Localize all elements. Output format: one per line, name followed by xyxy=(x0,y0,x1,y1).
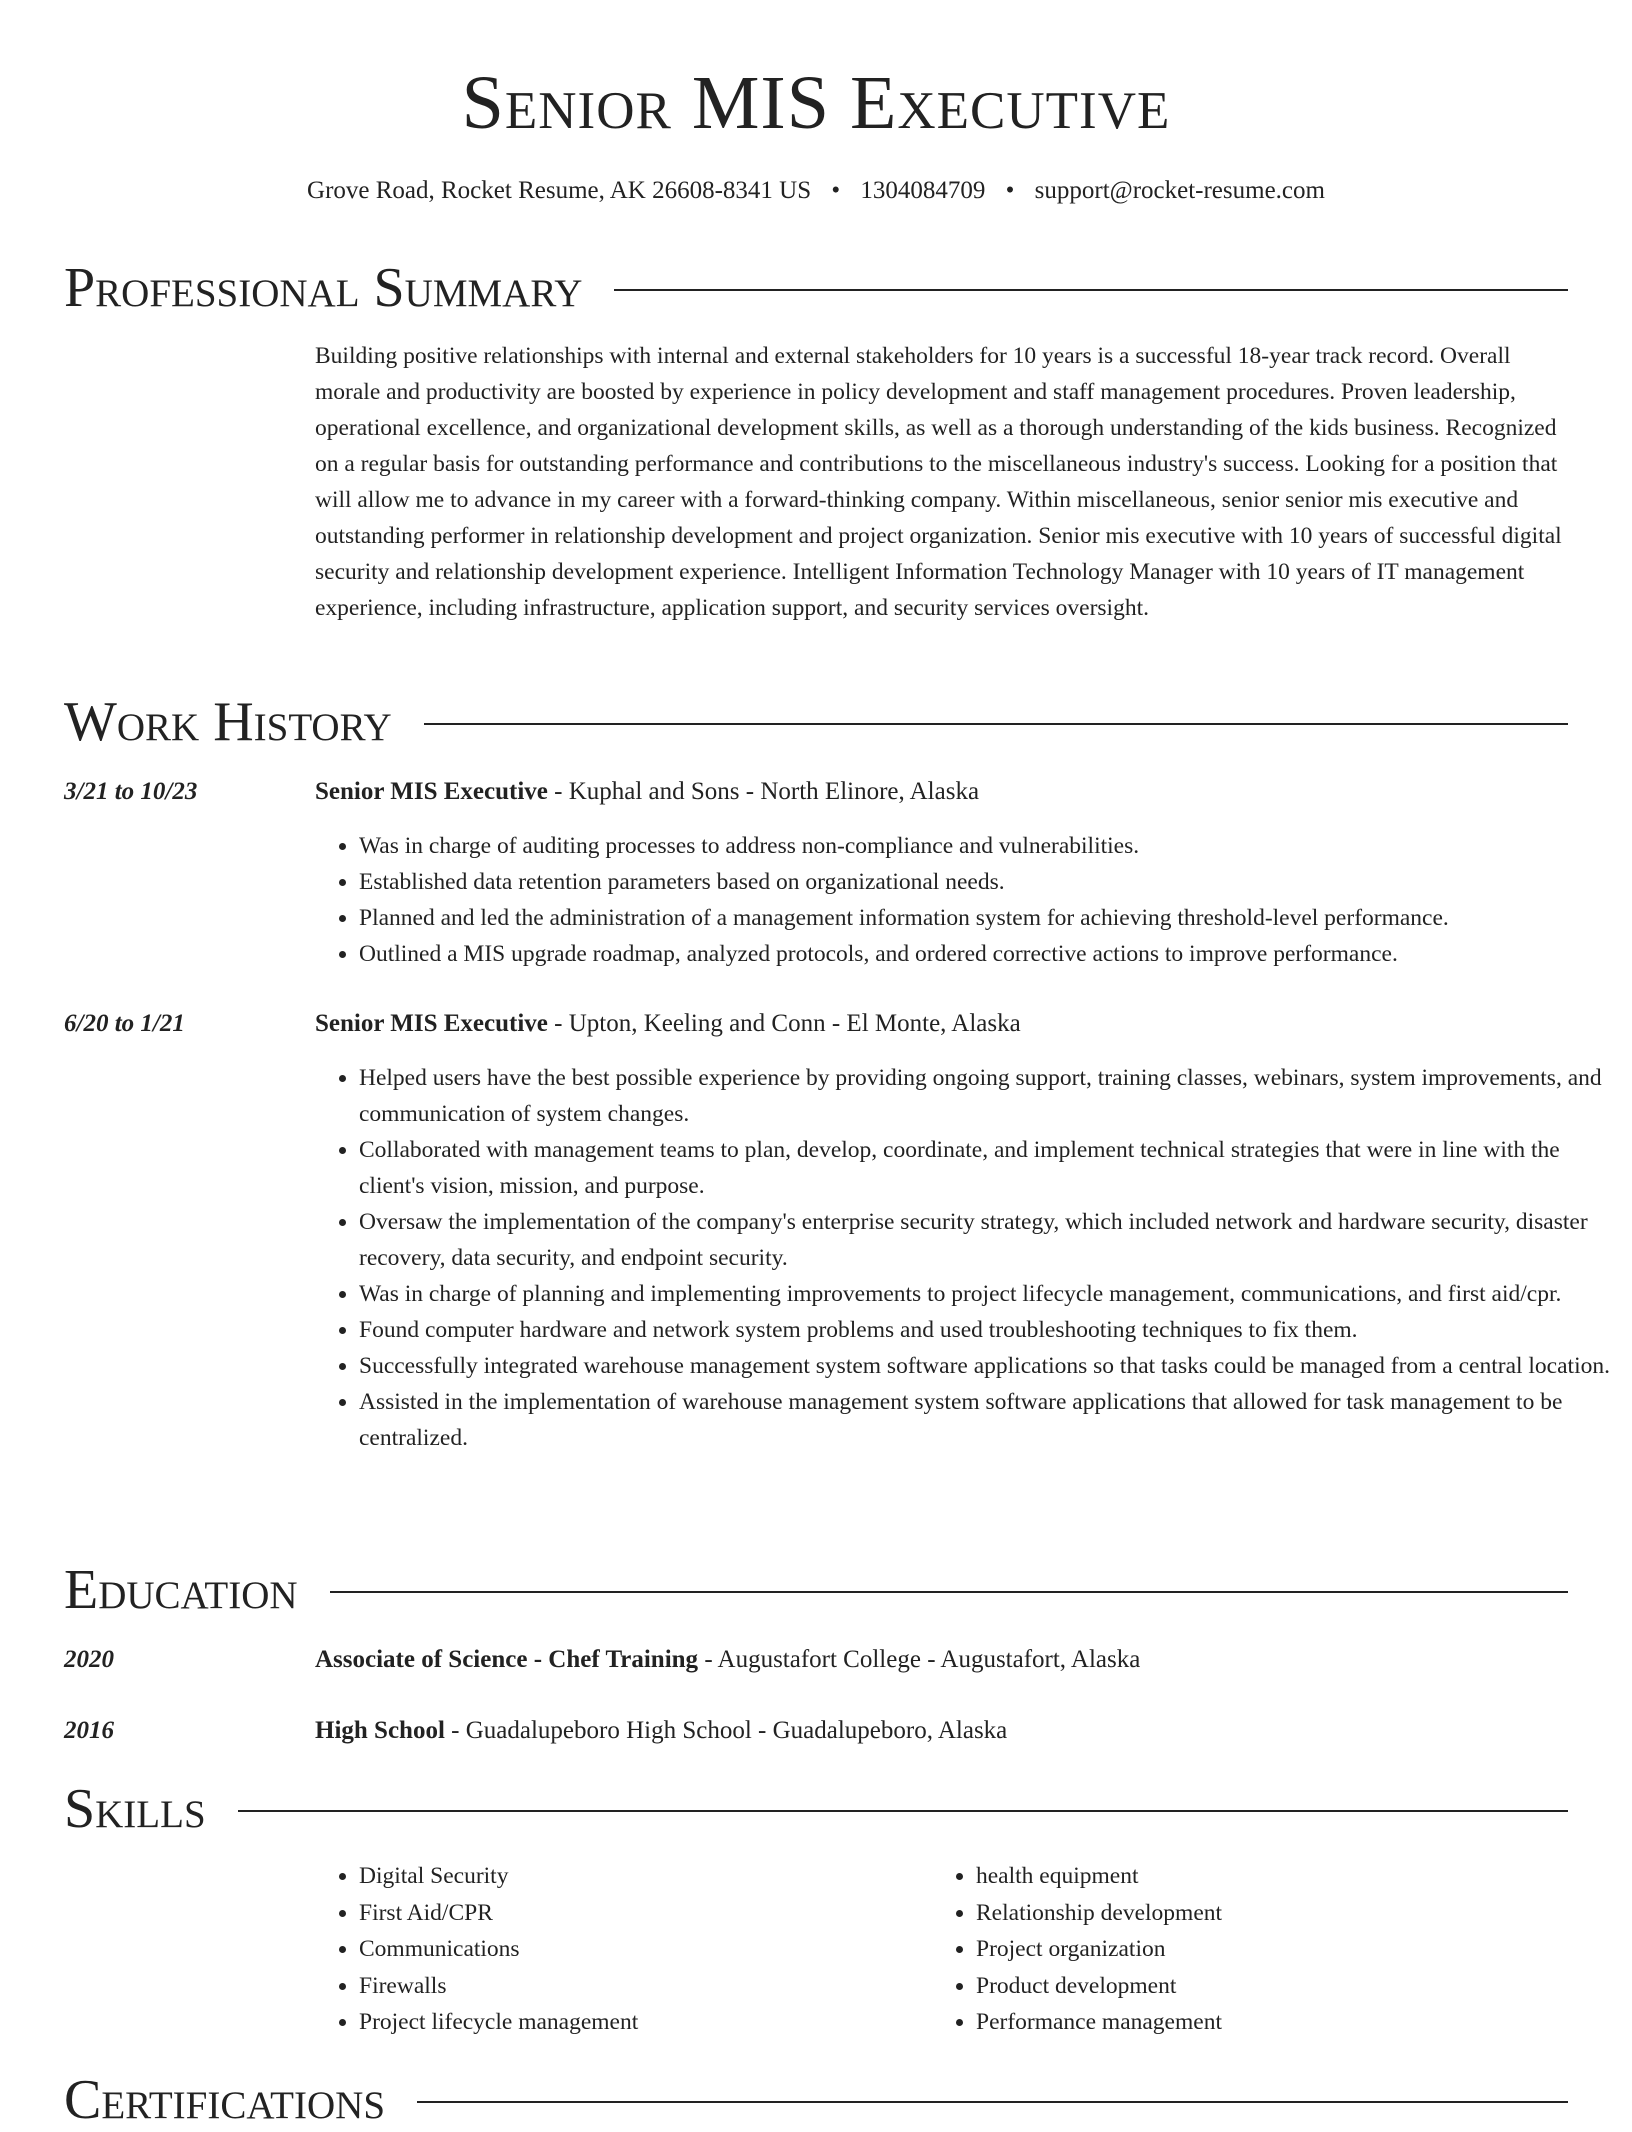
list-item: • Relationship development xyxy=(976,1895,1536,1932)
contact-email: support@rocket-resume.com xyxy=(1034,177,1325,204)
list-item: • Firewalls xyxy=(359,1968,919,2005)
skills-list-right xyxy=(932,1858,1536,2041)
separator-dot: • xyxy=(1005,177,1015,204)
section-title: Skills xyxy=(64,1778,206,1840)
education-degree: Associate of Science - Chef Training xyxy=(315,1646,699,1673)
education-entry xyxy=(315,1643,1567,1677)
summary-section-header xyxy=(64,256,1568,320)
education-year: 2016 xyxy=(64,1717,114,1744)
section-title: Certifications xyxy=(64,2069,386,2131)
section-title: Work History xyxy=(64,691,392,753)
separator-dot: • xyxy=(831,177,841,204)
section-divider xyxy=(330,1591,1568,1593)
education-degree: High School xyxy=(315,1717,445,1744)
section-divider xyxy=(417,2101,1568,2103)
education-section-header xyxy=(64,1558,1568,1622)
list-item: • Project lifecycle management xyxy=(359,2004,919,2041)
list-item: • Found computer hardware and network system problems and used troubleshooting techniques to fix them. xyxy=(359,1312,1611,1348)
work-section-header xyxy=(64,690,1568,754)
job-bullets xyxy=(315,1060,1611,1456)
list-item: • Planned and led the administration of a management information system for achieving threshold-level performance. xyxy=(359,900,1611,936)
education-school: - Augustafort College - Augustafort, Alaska xyxy=(698,1646,1141,1673)
list-item: • Successfully integrated warehouse management system software applications so that tasks could be managed from a central location. xyxy=(359,1348,1611,1384)
section-divider xyxy=(614,289,1568,291)
job-bullets xyxy=(315,828,1611,972)
list-item: • Oversaw the implementation of the company's enterprise security strategy, which included network and hardware security, disaster recovery, data security, and endpoint security. xyxy=(359,1204,1611,1276)
list-item: • Was in charge of planning and implementing improvements to project lifecycle management, communications, and first aid/cpr. xyxy=(359,1276,1611,1312)
section-divider xyxy=(424,723,1568,725)
job-dates: 6/20 to 1/21 xyxy=(64,1010,185,1037)
list-item: • Product development xyxy=(976,1968,1536,2005)
job-title xyxy=(315,1007,1567,1041)
list-item: • Helped users have the best possible experience by providing ongoing support, training classes, webinars, system improvements, and communication of system changes. xyxy=(359,1060,1611,1132)
list-item: • Collaborated with management teams to plan, develop, coordinate, and implement technical strategies that were in line with the client's vision, mission, and purpose. xyxy=(359,1132,1611,1204)
list-item: • Assisted in the implementation of warehouse management system software applications that allowed for task management to be centralized. xyxy=(359,1384,1611,1456)
summary-text: Building positive relationships with internal and external stakeholders for 10 years is a successful 18-year track record. Overall morale and productivity are boosted by experience in policy development and staff management procedures. Proven leadership, operational excellence, and organizational development skills, as well as a thorough understanding of the kids business. Recognized on a regular basis for outstanding performance and contributions to the miscellaneous industry's success. Looking for a position that will allow me to advance in my career with a forward-thinking company. Within miscellaneous, senior senior mis executive and outstanding performer in relationship development and project organization. Senior mis executive with 10 years of successful digital security and relationship development experience. Intelligent Information Technology Manager with 10 years of IT management experience, including infrastructure, application support, and security services oversight. xyxy=(315,343,1562,621)
education-year: 2020 xyxy=(64,1646,114,1673)
job-employer: - Kuphal and Sons - North Elinore, Alaska xyxy=(547,778,980,805)
list-item: • Communications xyxy=(359,1931,919,1968)
contact-phone: 1304084709 xyxy=(860,177,986,204)
contact-line xyxy=(0,174,1632,208)
job-employer: - Upton, Keeling and Conn - El Monte, Alaska xyxy=(547,1010,1021,1037)
list-item: • Outlined a MIS upgrade roadmap, analyzed protocols, and ordered corrective actions to improve performance. xyxy=(359,936,1611,972)
education-school: - Guadalupeboro High School - Guadalupeboro, Alaska xyxy=(444,1717,1008,1744)
job-title xyxy=(315,775,1567,809)
list-item: • health equipment xyxy=(976,1858,1536,1895)
list-item: • Digital Security xyxy=(359,1858,919,1895)
section-title: Professional Summary xyxy=(64,257,583,319)
contact-address: Grove Road, Rocket Resume, AK 26608-8341 US xyxy=(307,177,812,204)
certifications-section-header xyxy=(64,2068,1568,2132)
section-divider xyxy=(238,1810,1568,1812)
list-item: • Was in charge of auditing processes to address non-compliance and vulnerabilities. xyxy=(359,828,1611,864)
resume-name: Senior MIS Executive xyxy=(461,61,1171,145)
section-title: Education xyxy=(64,1559,298,1621)
skills-list-left xyxy=(315,1858,919,2041)
job-role: Senior MIS Executive xyxy=(315,778,548,805)
skills-section-header xyxy=(64,1777,1568,1841)
list-item: • Performance management xyxy=(976,2004,1536,2041)
list-item: • Established data retention parameters based on organizational needs. xyxy=(359,864,1611,900)
list-item: • First Aid/CPR xyxy=(359,1895,919,1932)
education-entry xyxy=(315,1714,1567,1748)
job-dates: 3/21 to 10/23 xyxy=(64,778,198,805)
job-role: Senior MIS Executive xyxy=(315,1010,548,1037)
list-item: • Project organization xyxy=(976,1931,1536,1968)
